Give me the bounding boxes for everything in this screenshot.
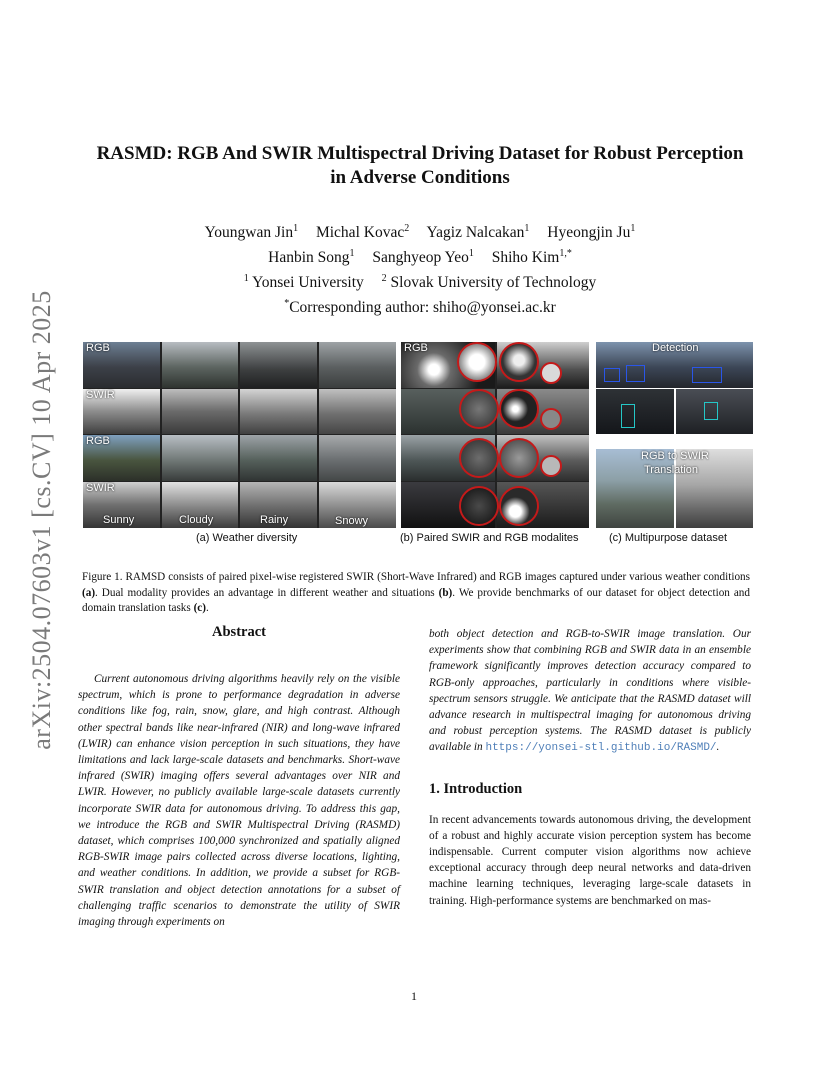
zoom-circle	[457, 342, 497, 382]
caption-ref: (b)	[438, 586, 453, 599]
figure-1	[83, 342, 753, 542]
zoom-circle	[459, 438, 499, 478]
left-column	[78, 624, 400, 930]
caption-ref: (a)	[82, 586, 96, 599]
abstract-heading: Abstract	[212, 624, 266, 640]
detection-box	[692, 367, 722, 383]
column-label: Rainy	[260, 514, 289, 526]
author-name: Hanbin Song	[268, 249, 350, 267]
author-affil: 1	[630, 223, 636, 234]
corr-marker: *	[284, 298, 290, 310]
image-tile	[319, 435, 396, 481]
author-affil: 1	[349, 248, 355, 260]
subcaption-b: (b) Paired SWIR and RGB modalites	[400, 532, 579, 544]
image-tile	[162, 389, 238, 434]
right-column	[429, 626, 751, 909]
author-row-1	[70, 218, 770, 243]
title-line-2: in Adverse Conditions	[330, 167, 510, 188]
arxiv-id: arXiv:2504.07603v1 [cs.CV] 10 Apr 2025	[27, 290, 56, 750]
corresponding-text: Corresponding author: shiho@yonsei.ac.kr	[289, 299, 556, 317]
author-name: Yagiz Nalcakan	[426, 224, 525, 242]
row-label: SWIR	[86, 389, 115, 401]
abstract-continued	[429, 626, 751, 757]
column-label: Cloudy	[179, 514, 214, 526]
introduction-body: In recent advancements towards autonomous driving, the development of a robust and highly accurate vision perception system has become indispensable. Current computer vision algorithms now achieve exceptional accuracy through deep neural networks and data-driven machine learning techniques, leveraging large-scale datasets in training. High-performance systems are benchmarked on mas-	[429, 813, 751, 907]
zoom-circle	[540, 455, 562, 477]
image-tile	[319, 389, 396, 434]
caption-text: . Dual modality provides an advantage in different weather and situations	[95, 586, 439, 599]
detection-box	[626, 365, 645, 382]
zoom-circle	[499, 389, 539, 429]
detection-box	[621, 404, 635, 428]
author-name: Youngwan Jin	[204, 224, 294, 242]
caption-text: Figure 1. RAMSD consists of paired pixel-wise registered SWIR (Short-Wave Infrared) and RGB images captured under various weather conditions	[82, 571, 750, 583]
author-name: Michal Kovac	[315, 224, 405, 242]
row-label: RGB	[86, 435, 110, 447]
modality-label: RGB	[404, 342, 428, 354]
author-name: Hyeongjin Ju	[547, 224, 631, 242]
affiliation-1: Yonsei University	[252, 274, 364, 292]
paper-title	[70, 142, 770, 190]
paired-modalities-panel	[401, 342, 589, 528]
author-block	[70, 218, 770, 319]
author-affil: 1	[293, 223, 299, 234]
image-tile	[240, 435, 317, 481]
zoom-circle	[499, 438, 539, 478]
multipurpose-panel	[596, 342, 753, 528]
zoom-circle	[459, 389, 499, 429]
detection-box	[704, 402, 718, 420]
image-tile	[319, 342, 396, 388]
corresponding-author	[70, 293, 770, 318]
page-number: 1	[411, 989, 417, 1003]
column-label: Snowy	[335, 515, 369, 527]
arxiv-sidebar	[22, 285, 62, 755]
image-tile	[240, 389, 317, 434]
abstract-end: .	[716, 741, 720, 754]
zoom-circle	[499, 486, 539, 526]
figure-caption	[82, 570, 750, 617]
subcaption-a: (a) Weather diversity	[196, 532, 298, 544]
caption-ref: (c)	[193, 602, 206, 614]
affiliations	[70, 268, 770, 293]
image-tile	[162, 342, 238, 388]
translation-label-line1: RGB to SWIR	[641, 450, 709, 462]
column-label: Sunny	[103, 514, 135, 526]
author-affil: 2	[404, 223, 410, 234]
caption-text: .	[205, 602, 209, 614]
affil-marker: 1	[243, 273, 249, 285]
zoom-circle	[540, 362, 562, 384]
title-line-1: RASMD: RGB And SWIR Multispectral Driving Dataset for Robust Perception	[96, 143, 744, 164]
detection-box	[604, 368, 620, 382]
image-tile	[596, 389, 674, 434]
translation-label-line2: Translation	[644, 464, 699, 476]
introduction-heading: 1. Introduction	[429, 780, 523, 797]
image-tile	[240, 342, 317, 388]
author-affil: 1	[524, 223, 530, 234]
subcaption-c: (c) Multipurpose dataset	[609, 532, 727, 544]
zoom-circle	[499, 342, 539, 382]
author-row-2	[70, 243, 770, 268]
caption-text: . We provide benchmarks of our dataset for object detection and domain translation tasks	[82, 586, 750, 614]
detection-label: Detection	[652, 342, 699, 354]
abstract-body: Current autonomous driving algorithms heavily rely on the visible spectrum, which is prone to performance degradation in adverse conditions like fog, rain, snow, glare, and high contrast. Although other spectral bands like near-infrared (NIR) and long-wave infrared (LWIR) can enhance vision perception in such situations, they have limitations and lack large-scale datasets and benchmarks. Short-wave infrared (SWIR) imaging offers several advantages over NIR and LWIR. However, no publicly available large-scale datasets currently incorporate SWIR data for autonomous driving. To address this gap, we introduce the RGB and SWIR Multispectral Driving (RASMD) dataset, which comprises 100,000 synchronized and spatially aligned RGB-SWIR image pairs collected across diverse locations, lighting, and weather conditions. In addition, we provide a subset for RGB-SWIR translation and object detection annotations for a subset of challenging traffic scenarios to demonstrate the utility of SWIR imaging through experiments on	[78, 673, 400, 929]
row-label: RGB	[86, 342, 110, 354]
author-name: Shiho Kim	[491, 249, 560, 267]
image-tile	[162, 435, 238, 481]
abstract-text: both object detection and RGB-to-SWIR image translation. Our experiments show that combining RGB and SWIR data in an ensemble framework significantly improves detection accuracy compared to RGB-only approaches, particularly in conditions where visible-spectrum sensors struggle. We anticipate that the RASMD dataset will advance research in multispectral imaging for autonomous driving and robust perception systems. The RASMD dataset is publicly available in	[429, 628, 751, 754]
author-affil: 1	[468, 248, 474, 260]
dataset-link[interactable]: https://yonsei-stl.github.io/RASMD/	[485, 742, 717, 755]
zoom-circle	[540, 408, 562, 430]
affil-marker: 2	[381, 273, 387, 285]
weather-diversity-panel	[83, 342, 396, 528]
author-affil: 1,*	[559, 248, 572, 260]
author-name: Sanghyeop Yeo	[372, 249, 469, 267]
zoom-circle	[459, 486, 499, 526]
affiliation-2: Slovak University of Technology	[390, 274, 597, 292]
row-label: SWIR	[86, 482, 115, 494]
